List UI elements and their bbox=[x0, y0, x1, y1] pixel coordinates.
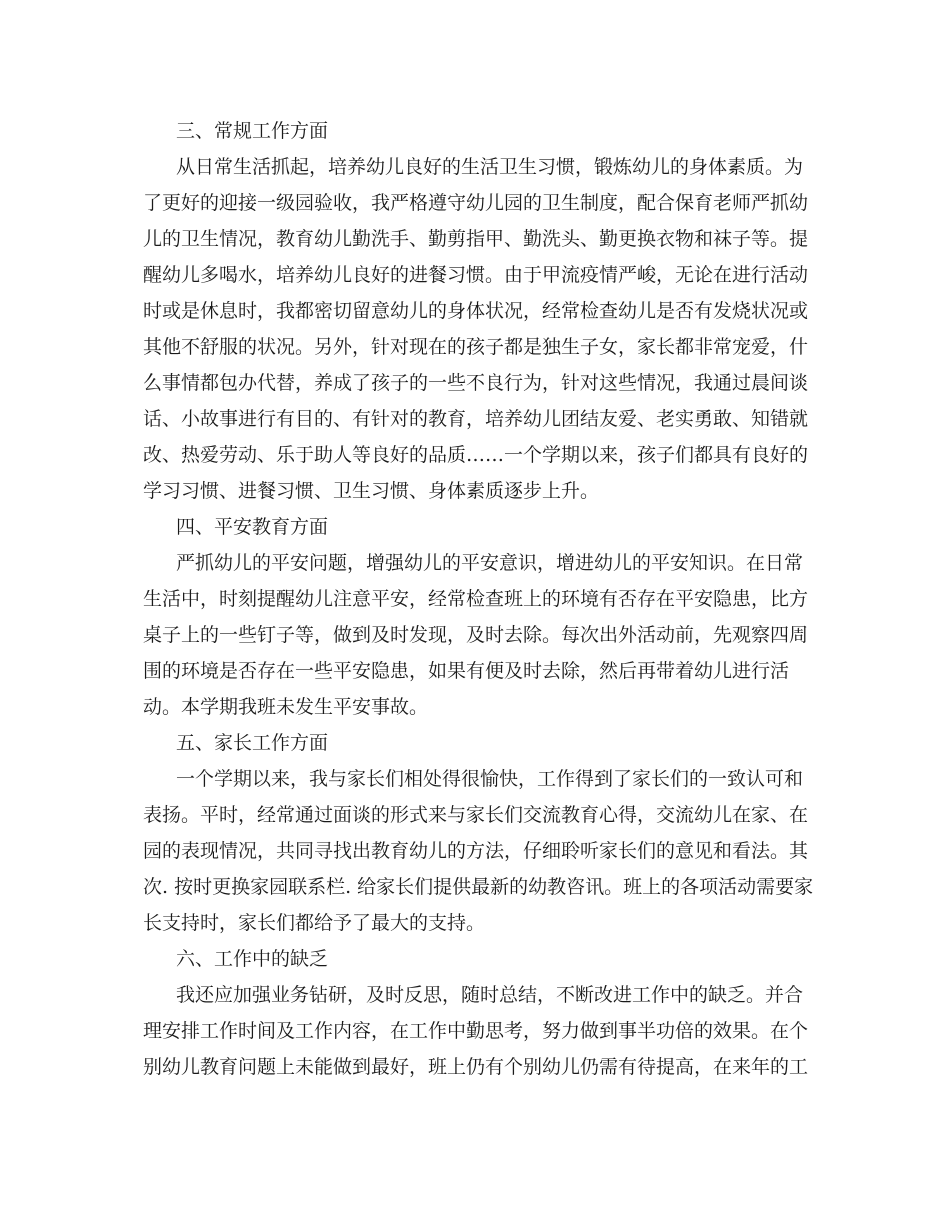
text-line: 理安排工作时间及工作内容，在工作中勤思考，努力做到事半功倍的效果。在个 bbox=[143, 1020, 809, 1042]
text-line: 我还应加强业务钻研，及时反思，随时总结，不断改进工作中的缺乏。并合 bbox=[176, 984, 804, 1006]
section-heading-shortcomings: 六、工作中的缺乏 bbox=[176, 948, 329, 970]
paragraph-parent-work bbox=[143, 761, 814, 941]
text-line: 桌子上的一些钉子等，做到及时发现，及时去除。每次出外活动前，先观察四周 bbox=[143, 624, 809, 646]
text-line: 话、小故事进行有目的、有针对的教育，培养幼儿团结友爱、老实勇敢、知错就 bbox=[143, 408, 809, 430]
text-line: 了更好的迎接一级园验收，我严格遵守幼儿园的卫生制度，配合保育老师严抓幼 bbox=[143, 192, 809, 214]
document-page bbox=[143, 113, 814, 1085]
text-line: 动。本学期我班未发生平安事故。 bbox=[143, 696, 429, 718]
text-line: 其他不舒服的状况。另外，针对现在的孩子都是独生子女，家长都非常宠爱，什 bbox=[143, 336, 809, 358]
text-line: 围的环境是否存在一些平安隐患，如果有便及时去除，然后再带着幼儿进行活 bbox=[143, 660, 790, 682]
text-line: 改、热爱劳动、乐于助人等良好的品质……一个学期以来，孩子们都具有良好的 bbox=[143, 444, 809, 466]
text-line: 生活中，时刻提醒幼儿注意平安，经常检查班上的环境有否存在平安隐患，比方 bbox=[143, 588, 809, 610]
text-line: 别幼儿教育问题上未能做到最好，班上仍有个别幼儿仍需有待提高，在来年的工 bbox=[143, 1056, 809, 1078]
text-line: 园的表现情况，共同寻找出教育幼儿的方法，仔细聆听家长们的意见和看法。其 bbox=[143, 840, 809, 862]
text-line: 醒幼儿多喝水，培养幼儿良好的进餐习惯。由于甲流疫情严峻，无论在进行活动 bbox=[143, 264, 809, 286]
paragraph-shortcomings bbox=[143, 977, 809, 1085]
text-line: 表扬。平时，经常通过面谈的形式来与家长们交流教育心得，交流幼儿在家、在 bbox=[143, 804, 809, 826]
text-line: 儿的卫生情况，教育幼儿勤洗手、勤剪指甲、勤洗头、勤更换衣物和袜子等。提 bbox=[143, 228, 809, 250]
text-line: 学习习惯、进餐习惯、卫生习惯、身体素质逐步上升。 bbox=[143, 480, 600, 502]
paragraph-safety-education bbox=[143, 545, 809, 725]
text-line: 次. 按时更换家园联系栏. 给家长们提供最新的幼教咨讯。班上的各项活动需要家 bbox=[143, 876, 814, 898]
section-heading-routine-work: 三、常规工作方面 bbox=[176, 120, 329, 142]
text-line: 长支持时，家长们都给予了最大的支持。 bbox=[143, 912, 486, 934]
section-heading-safety-education: 四、平安教育方面 bbox=[176, 516, 329, 538]
text-line: 严抓幼儿的平安问题，增强幼儿的平安意识，增进幼儿的平安知识。在日常 bbox=[176, 552, 804, 574]
section-heading-parent-work: 五、家长工作方面 bbox=[176, 732, 329, 754]
text-line: 么事情都包办代替，养成了孩子的一些不良行为，针对这些情况，我通过晨间谈 bbox=[143, 372, 809, 394]
text-line: 从日常生活抓起，培养幼儿良好的生活卫生习惯，锻炼幼儿的身体素质。为 bbox=[176, 156, 804, 178]
paragraph-routine-work bbox=[143, 149, 809, 509]
text-line: 时或是休息时，我都密切留意幼儿的身体状况，经常检查幼儿是否有发烧状况或 bbox=[143, 300, 809, 322]
text-line: 一个学期以来，我与家长们相处得很愉快，工作得到了家长们的一致认可和 bbox=[176, 768, 804, 790]
